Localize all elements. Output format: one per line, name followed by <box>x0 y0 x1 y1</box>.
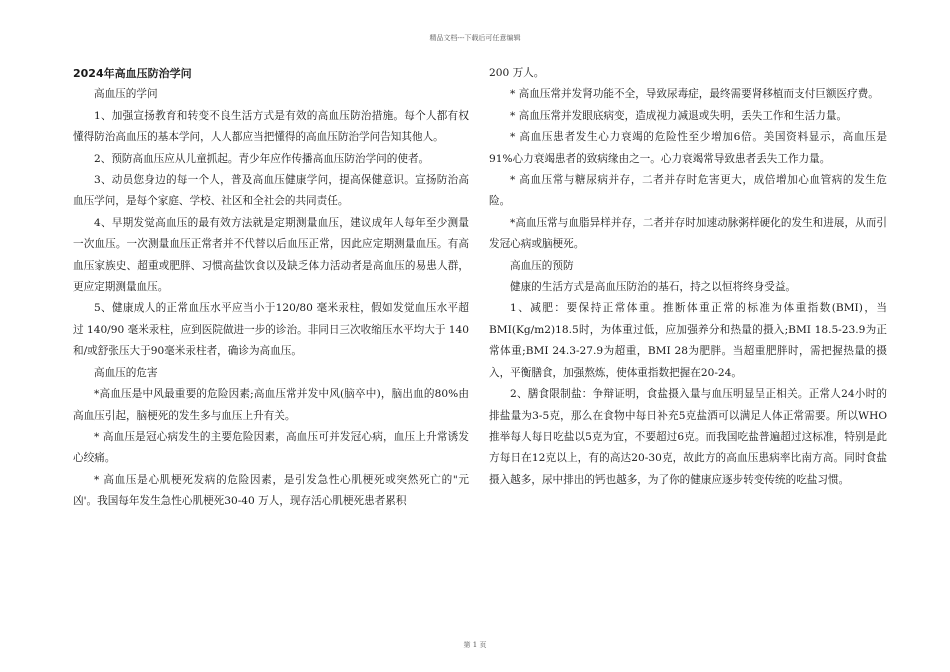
page-header: 精品文档---下载后可任意编辑 <box>429 34 521 42</box>
paragraph: * 高血压常并发眼底病变，造成视力减退或失明，丢失工作和生活力量。 <box>510 109 848 122</box>
paragraph: 1、减肥：要保持正常体重。推断体重正常的标准为体重指数(BMI)，当BMI(Kg/m2)18.5时，为体重过低，应加强养分和热量的摄入;BMI 18.5-23.9为正常体重;BMI 24.3-27.9为超重，BMI 28为肥胖。当超重肥胖时，需把握热量的摄入，平衡膳食，加强熬炼，使体重指数把握在20-24。 <box>489 302 887 379</box>
paragraph: 3、动员您身边的每一个人，普及高血压健康学问，提高保健意识。宣扬防治高血压学问，是每个家庭、学校、社区和全社会的共同责任。 <box>73 174 469 208</box>
paragraph: 200 万人。 <box>489 67 545 79</box>
paragraph: 5、健康成人的正常血压水平应当小于120/80 毫米汞柱，假如发觉血压水平超过 140/90 毫米汞柱，应到医院做进一步的诊治。非同日三次收缩压水平均大于 140 和/或舒张压大于90毫米汞柱者，确诊为高血压。 <box>73 302 469 358</box>
paragraph: *高血压常与血脂异样并存，二者并存时加速动脉粥样硬化的发生和进展，从而引发冠心病或脑梗死。 <box>489 216 887 251</box>
paragraph: 2、预防高血压应从儿童抓起。青少年应作传播高血压防治学问的使者。 <box>94 152 430 165</box>
paragraph: *高血压是中风最重要的危险因素;高血压常并发中风(脑卒中)，脑出血的80%由高血压引起，脑梗死的发生多与血压上升有关。 <box>73 388 469 422</box>
left-column <box>73 63 469 513</box>
paragraph: 1、加强宣扬教育和转变不良生活方式是有效的高血压防治措施。每个人都有权懂得防治高血压的基本学问，人人都应当把懂得的高血压防治学问告知其他人。 <box>73 109 469 144</box>
paragraph: * 高血压患者发生心力衰竭的危险性至少增加6倍。美国资料显示，高血压是91%心力衰竭患者的致病缘由之一。心力衰竭常导致患者丢失工作力量。 <box>489 131 887 165</box>
paragraph: * 高血压常与糖尿病并存，二者并存时危害更大，成倍增加心血管病的发生危险。 <box>489 174 887 208</box>
section-heading: 高血压的预防 <box>510 259 574 272</box>
paragraph: 4、早期发觉高血压的最有效方法就是定期测量血压，建议成年人每年至少测量一次血压。一次测量血压正常者并不代替以后血压正常，因此应定期测量血压。有高血压家族史、超重或肥胖、习惯高盐饮食以及缺乏体力活动者是高血压的易患人群，更应定期测量血压。 <box>73 216 469 294</box>
paragraph: * 高血压是冠心病发生的主要危险因素，高血压可并发冠心病，血压上升常诱发心绞痛。 <box>73 430 469 465</box>
paragraph: * 高血压常并发肾功能不全，导致尿毒症，最终需要肾移植而支付巨额医疗费。 <box>510 88 879 101</box>
document-title: 2024年高血压防治学问 <box>73 67 192 80</box>
section-heading: 高血压的危害 <box>94 366 158 379</box>
paragraph: 健康的生活方式是高血压防治的基石，持之以恒将终身受益。 <box>510 281 797 294</box>
page-number: 第 1 页 <box>463 641 487 649</box>
paragraph: * 高血压是心肌梗死发病的危险因素，是引发急性心肌梗死或突然死亡的"元凶'。我国每年发生急性心肌梗死30-40 万人，现存活心肌梗死患者累积 <box>73 473 469 508</box>
section-heading: 高血压的学问 <box>94 88 158 101</box>
right-column <box>489 63 887 491</box>
paragraph: 2、膳食限制盐：争辩证明，食盐摄入量与血压明显呈正相关。正常人24小时的排盐量为3-5克，那么在食物中每日补充5克盐酒可以满足人体正常需要。所以WHO推举每人每日吃盐以5克为宜，不要超过6克。而我国吃盐普遍超过这标准，特别是此方每日在12克以上，有的高达20-30克，故此方的高血压患病率比南方高。同时食盐摄入越多，尿中排出的钙也越多，为了你的健康应逐步转变传统的吃盐习惯。 <box>489 388 887 486</box>
